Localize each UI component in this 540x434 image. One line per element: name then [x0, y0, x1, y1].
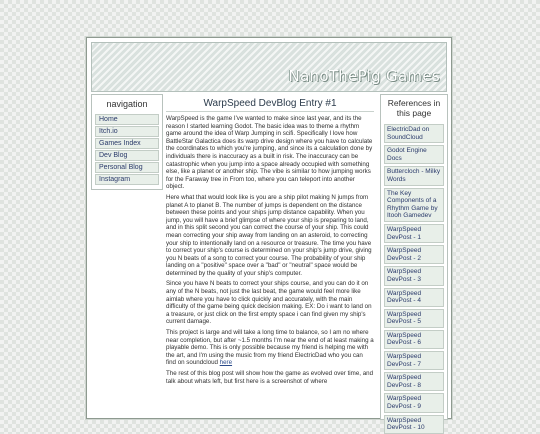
post-title: WarpSpeed DevBlog Entry #1 — [166, 98, 374, 112]
ref-item-devpost-9[interactable]: WarpSpeed DevPost - 9 — [384, 393, 444, 412]
navigation-panel — [91, 94, 163, 190]
page-frame — [86, 37, 452, 432]
references-heading: References in this page — [387, 98, 441, 118]
post-paragraph: The rest of this blog post will show how the game as evolved over time, and talk about whats left, but first here is a screenshot of where — [166, 370, 374, 385]
references-panel — [380, 94, 448, 432]
site-banner — [91, 42, 447, 92]
ref-item-electricdad[interactable]: ElectricDad on SoundCloud — [384, 124, 444, 143]
ref-item-devpost-7[interactable]: WarpSpeed DevPost - 7 — [384, 351, 444, 370]
ref-item-devpost-6[interactable]: WarpSpeed DevPost - 6 — [384, 330, 444, 349]
nav-item-personal-blog[interactable]: Personal Blog — [95, 162, 159, 173]
site-title[interactable]: NanoThePig Games — [288, 67, 440, 85]
ref-item-devpost-10[interactable]: WarpSpeed DevPost - 10 — [384, 415, 444, 434]
ref-item-buttercloch[interactable]: Buttercloch - Milky Words — [384, 166, 444, 185]
nav-item-dev-blog[interactable]: Dev Blog — [95, 150, 159, 161]
nav-item-home[interactable]: Home — [95, 114, 159, 125]
nav-item-games-index[interactable]: Games Index — [95, 138, 159, 149]
ref-item-devpost-1[interactable]: WarpSpeed DevPost - 1 — [384, 224, 444, 243]
post-paragraph: Since you have N beats to correct your ships course, and you can do it on any of the N beats, not just the last beat, the game would feel more like aimlab where you have to click quickly and accurately, with the main difficulty of the game being quick decision making. EX: Do i want to land on a treasure, or just click on the first empty space i can find given my ship's current damage. — [166, 280, 372, 326]
post-paragraph — [166, 329, 374, 367]
post-paragraph: WarpSpeed is the game I've wanted to make since last year, and its the reason I started learning Godot. The basic idea was to theme a rhythm game around the idea of Warp Jumping in scifi. Specifically I love how BattleStar Galactica does its warp drive design where you have to calculate the coordinates to which you're jumping, and since its a calculation done by individuals there is inaccuracy as a built in risk. The inaccuracy can be catastrophic when you jump into a space already occupied with something else, like a planet or another ship. The vibe is similar to how jumping works for the Faraway tree in From too, where you can teleport into another object. — [166, 115, 373, 191]
ref-item-rhythm-game-article[interactable]: The Key Components of a Rhythm Game by Itooh Gamedev — [384, 188, 444, 222]
soundcloud-link[interactable]: here — [219, 359, 233, 367]
ref-item-devpost-5[interactable]: WarpSpeed DevPost - 5 — [384, 309, 444, 328]
post-body — [166, 115, 374, 385]
nav-item-itch-io[interactable]: Itch.io — [95, 126, 159, 137]
nav-item-instagram[interactable]: Instagram — [95, 174, 159, 185]
ref-item-godot-docs[interactable]: Godot Engine Docs — [384, 145, 444, 164]
post-paragraph-text: This project is large and will take a long time to balance, so I am no where near completion, but after ~1.5 months I'm near the end of at least making a playable demo. This is only possible because my friend is helping me with the art, and I'm using the music from my friend ElectricDad who you can find on soundcloud — [166, 329, 374, 367]
post-paragraph: Here what that would look like is you are a ship pilot making N jumps from planet A to planet B. The number of jumps is dependent on the distance between these points and your ships jump distance capability. When you jump, you will have a brief glimpse of where your ship is preparing to land, and in this split second you can correct the course of your ship. This could mean correcting your ship away from landing on an asteroid, to correcting your ship to intentionally land on a resource or treasure. The time you have to correct your ship's course is determined on your ship's jump drive, giving you N beats of a song to correct your course. The probability of your ship landing on a "positive" space over a "bad" or "neutral" space would be determined by the quality of your ship's computer. — [166, 193, 372, 277]
ref-item-devpost-4[interactable]: WarpSpeed DevPost - 4 — [384, 288, 444, 307]
ref-item-devpost-8[interactable]: WarpSpeed DevPost - 8 — [384, 372, 444, 391]
ref-item-devpost-3[interactable]: WarpSpeed DevPost - 3 — [384, 266, 444, 285]
main-content — [166, 94, 374, 414]
ref-item-devpost-2[interactable]: WarpSpeed DevPost - 2 — [384, 245, 444, 264]
navigation-heading: navigation — [106, 99, 148, 109]
